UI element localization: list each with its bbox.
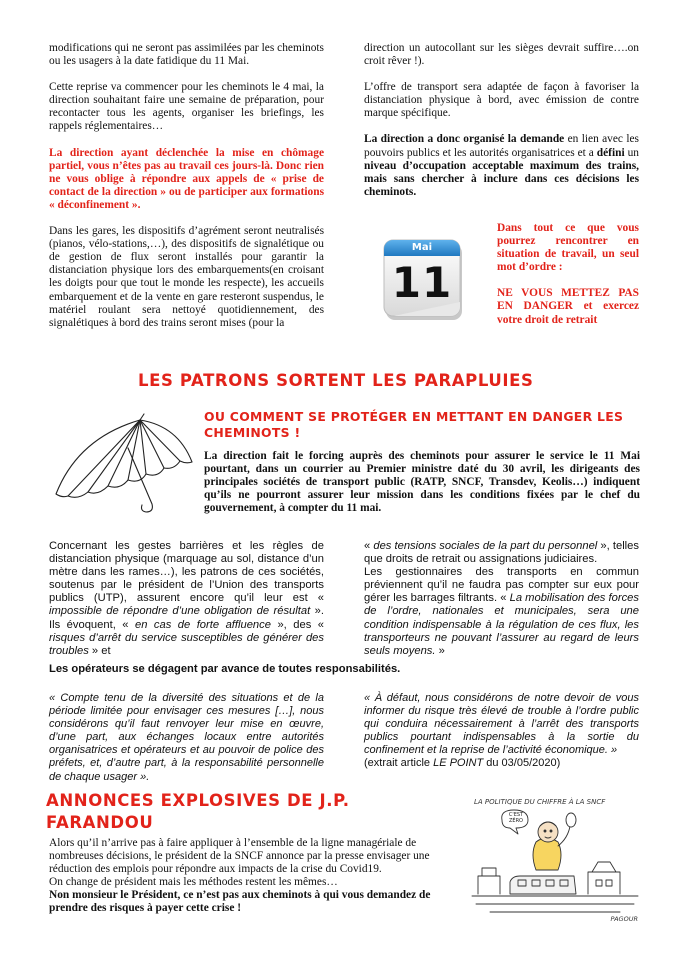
bold-text: niveau d’occupation acceptable maximum des trains, mais sans chercher à inclure dans ces décisions les cheminots. (364, 159, 639, 198)
section-subtitle: OU COMMENT SE PROTÉGER EN METTANT EN DANGER LES CHEMINOTS ! (204, 409, 624, 440)
quote-left: « Compte tenu de la diversité des situations et de la période limitée pour envisager ces mesures […], nous considérons qu’il faut renvoyer leur mise en œuvre, d’une part, aux échanges locaux entre autorités organisatrices et opérateurs et au pouvoir de police des préfets, et, d’autre part, à la responsabilité personnelle de chaque usager ». (49, 692, 324, 783)
paragraph: direction un autocollant sur les sièges devrait suffire….on croit rêver !). (364, 42, 639, 68)
paragraph: modifications qui ne seront pas assimilées par les cheminots ou les usagers à la date fatidique du 11 Mai. (49, 42, 324, 68)
cartoon-signature: PAGOUR (610, 915, 638, 923)
text: ». Ils évoquent, « (49, 605, 324, 631)
right-column-mid (364, 540, 639, 658)
paragraph: L’offre de transport sera adaptée de façon à favoriser la distanciation physique à bord, avec émission de contre marque spécifique. (364, 81, 639, 120)
title-line: ANNONCES EXPLOSIVES DE J.P. (46, 791, 350, 810)
section-title: LES PATRONS SORTENT LES PARAPLUIES (138, 371, 534, 390)
text: un (624, 146, 639, 159)
text: (extrait article (364, 757, 434, 770)
text: » (435, 644, 445, 657)
umbrella-icon (48, 408, 198, 520)
paragraph: Alors qu’il n’arrive pas à faire appliquer à l’ensemble de la ligne managériale de nombreuses décisions, le président de la SNCF annonce par la presse envisager une réduction des emplois pour répondre aux impacts de la crise du Covid19. (49, 837, 430, 876)
source-name: LE POINT (433, 757, 484, 770)
operators-statement: Les opérateurs se dégagent par avance de toutes responsabilités. (49, 663, 401, 675)
section-intro: La direction fait le forcing auprès des cheminots pour assurer le service le 11 Mai pourtant, dans un courrier au Premier ministre daté du 30 avril, les dirigeants des principales sociétés de transport public (RATP, SNCF, Transdev, Keolis…) indiquent qu’ils ne pourront assurer leur mission dans les conditions fixées par le chef du gouvernement, à compter du 11 mai. (204, 450, 640, 515)
calendar-icon (380, 232, 468, 324)
paragraph: Non monsieur le Président, ce n’est pas aux cheminots à qui vous demandez de prendre des risques à payer cette crise ! (49, 889, 431, 915)
quote-text: en cas de forte affluence (134, 618, 271, 631)
calendar-day: 11 (391, 258, 453, 307)
paragraph (364, 566, 639, 658)
section-title (46, 790, 406, 834)
warning-paragraph: La direction ayant déclenchée la mise en chômage partiel, vous n’êtes pas au travail ces jours-là. Donc rien ne vous oblige à répondre aux appels de « prise de contact de la direction » ou de participer aux formations « déconfinement ». (49, 146, 324, 211)
cartoon-illustration (470, 798, 640, 926)
callout-text: NE VOUS METTEZ PAS EN DANGER et exercez votre droit de retrait (497, 287, 639, 326)
text: Concernant les gestes barrières et les règles de distanciation physique (marquage au sol, distance d’un mètre dans les rames…), les patrons de ces sociétés, soutenus par le président de l’Union des transports publics (UTP), assurent encore qu’il leur est « (49, 540, 324, 605)
quote-text: La mobilisation des forces de l’ordre, nationales et municipales, sera une condition indispensable à la régulation de ces flux, les transporteurs ne pouvant l’assurer au regard de leurs seuls moyens. (364, 592, 639, 657)
quote-right (364, 692, 639, 771)
quote-text: « À défaut, nous considérons de notre devoir de vous informer du risque très élevé de trouble à l’ordre public qui conduira nécessairement à l’arrêt des transports publics pourtant indispensables à la sortie du confinement et la reprise de l’activité économique. » (364, 692, 639, 757)
paragraph: Dans les gares, les dispositifs d’agrément seront neutralisés (pianos, vélo-stations,…), des dispositifs de signalétique ou de gestion de flux seront installés pour garantir la distanciation physique lors des embarquements(en croisant les doigts pour que tout le monde les respecte), les accueils embarquement et de la vente en gare resteront suspendus, le matériel roulant sera nettoyé quotidiennement, des signalétiques à bord des trains seront mises (pour la (49, 225, 324, 329)
bold-text: défini (596, 146, 625, 159)
text: », des « (270, 618, 324, 631)
text: en lien avec les pouvoirs publics et les autorités organisatrices et a (364, 133, 639, 159)
text: », telles que droits de retrait ou assignations judiciaires. (364, 540, 639, 566)
text: du 03/05/2020) (483, 757, 561, 770)
bold-text: La direction a donc organisé la demande (364, 133, 565, 146)
speech-bubble-text: C'EST ZÉRO (508, 812, 524, 824)
left-column-mid (49, 540, 324, 658)
quote-text: risques d’arrêt du service susceptibles de générer des troubles (49, 631, 324, 657)
text: » et (88, 644, 111, 657)
paragraph: On change de président mais les méthodes restent les mêmes… (49, 876, 338, 889)
calendar-month: Mai (411, 242, 433, 253)
section2-body (49, 837, 457, 916)
left-column-top (49, 42, 324, 330)
title-line: FARANDOU (46, 813, 154, 832)
source (364, 757, 639, 770)
paragraph (364, 540, 639, 566)
text: Les gestionnaires des transports en commun préviennent qu’il ne faudra pas compter sur eux pour gérer les barrages filtrants. « (364, 566, 639, 605)
paragraph (49, 540, 324, 658)
text: « (364, 540, 374, 552)
callout-text: Dans tout ce que vous pourrez rencontrer en situation de travail, un seul mot d’ordre : (497, 222, 639, 274)
paragraph (364, 133, 639, 198)
quote-text: des tensions sociales de la part du personnel (373, 540, 598, 552)
callout (497, 222, 639, 327)
paragraph: Cette reprise va commencer pour les cheminots le 4 mai, la direction souhaitant faire une semaine de préparation, pour recontacter tous les agents, organiser les briefings, les rappels réglementaires… (49, 81, 324, 133)
cartoon-caption: LA POLITIQUE DU CHIFFRE À LA SNCF (474, 798, 606, 806)
quote-text: impossible de répondre d’une obligation de résultat (49, 605, 311, 618)
right-column-top (364, 42, 639, 199)
